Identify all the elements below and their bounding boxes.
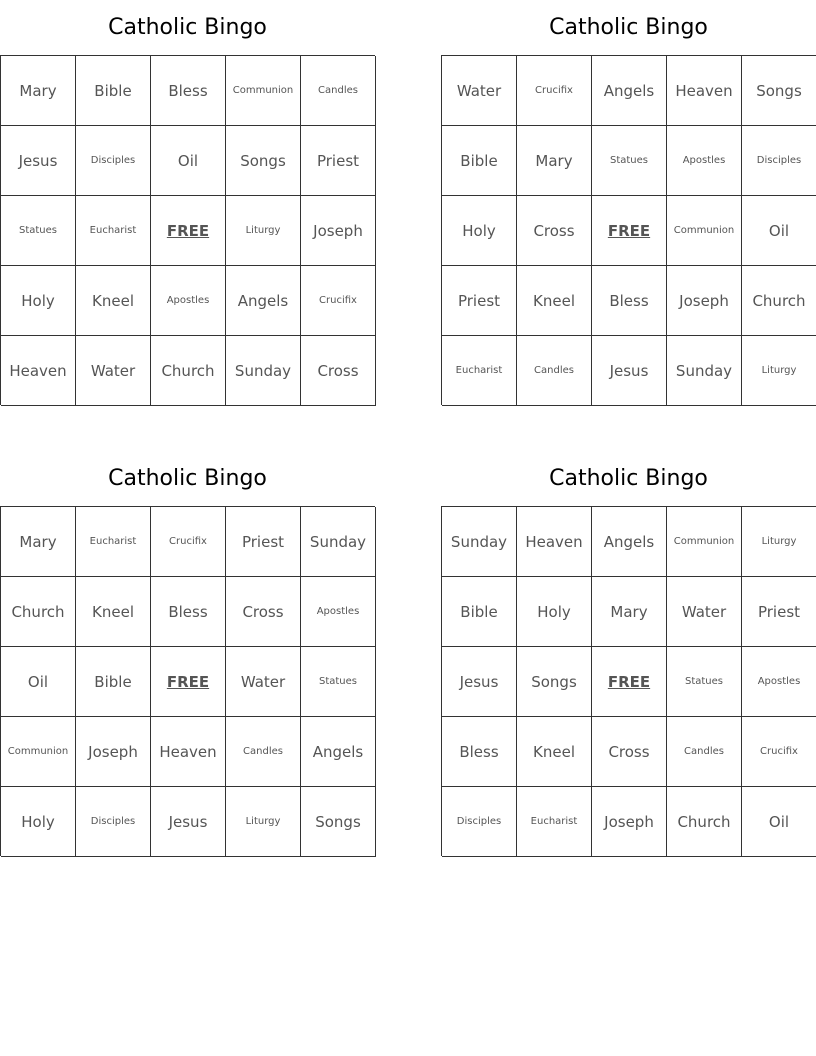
bingo-cell: Songs [517,647,592,717]
bingo-cell: Oil [742,196,816,266]
bingo-cell: Apostles [667,126,742,196]
bingo-cell: Heaven [151,717,226,787]
bingo-cell: Jesus [1,126,76,196]
bingo-cell: Statues [301,647,376,717]
bingo-cell: Jesus [592,336,667,406]
bingo-cell: Angels [592,56,667,126]
bingo-cell: Crucifix [301,266,376,336]
bingo-cell: Bless [442,717,517,787]
bingo-cell: Eucharist [76,507,151,577]
bingo-card-4 [441,451,816,856]
bingo-cell: Joseph [592,787,667,857]
bingo-card-1 [0,0,375,405]
bingo-grid [0,506,375,856]
bingo-cell: Bless [151,577,226,647]
bingo-cell: Church [151,336,226,406]
free-space-cell: FREE [592,196,667,266]
free-space-cell: FREE [151,647,226,717]
bingo-cell: Songs [226,126,301,196]
bingo-cell: Oil [1,647,76,717]
bingo-cell: Church [1,577,76,647]
bingo-cell: Sunday [301,507,376,577]
bingo-cell: Communion [667,196,742,266]
bingo-cell: Heaven [667,56,742,126]
bingo-cell: Water [667,577,742,647]
bingo-cell: Angels [301,717,376,787]
bingo-card-3 [0,451,375,856]
bingo-cell: Bible [442,577,517,647]
bingo-cell: Apostles [151,266,226,336]
bingo-cell: Holy [517,577,592,647]
bingo-cell: Angels [592,507,667,577]
bingo-cell: Cross [226,577,301,647]
bingo-cell: Disciples [742,126,816,196]
bingo-cell: Church [667,787,742,857]
card-title: Catholic Bingo [108,466,267,491]
bingo-cell: Kneel [517,266,592,336]
bingo-cell: Candles [301,56,376,126]
bingo-cell: Water [76,336,151,406]
bingo-cell: Liturgy [742,507,816,577]
bingo-cell: Candles [517,336,592,406]
bingo-cell: Disciples [442,787,517,857]
bingo-cell: Songs [301,787,376,857]
bingo-cell: Kneel [76,266,151,336]
bingo-card-2 [441,0,816,405]
free-space-cell: FREE [592,647,667,717]
bingo-cell: Liturgy [226,196,301,266]
bingo-cell: Apostles [301,577,376,647]
bingo-cell: Mary [592,577,667,647]
bingo-cell: Cross [301,336,376,406]
bingo-cell: Cross [592,717,667,787]
bingo-cell: Communion [226,56,301,126]
bingo-cell: Crucifix [742,717,816,787]
bingo-cell: Mary [517,126,592,196]
bingo-cell: Water [442,56,517,126]
card-title: Catholic Bingo [549,466,708,491]
bingo-cell: Statues [1,196,76,266]
bingo-cell: Joseph [301,196,376,266]
bingo-cell: Candles [226,717,301,787]
bingo-cell: Kneel [517,717,592,787]
bingo-cell: Jesus [151,787,226,857]
bingo-cell: Heaven [1,336,76,406]
bingo-grid [0,55,375,405]
bingo-cell: Disciples [76,787,151,857]
bingo-cell: Bible [76,647,151,717]
bingo-cell: Holy [1,266,76,336]
bingo-cell: Disciples [76,126,151,196]
bingo-cell: Joseph [667,266,742,336]
bingo-cell: Communion [667,507,742,577]
bingo-cell: Bless [151,56,226,126]
bingo-cell: Priest [442,266,517,336]
bingo-cell: Eucharist [517,787,592,857]
bingo-cell: Church [742,266,816,336]
bingo-cell: Bible [442,126,517,196]
card-title: Catholic Bingo [108,15,267,40]
bingo-cell: Crucifix [517,56,592,126]
bingo-cell: Liturgy [226,787,301,857]
bingo-cell: Kneel [76,577,151,647]
bingo-cell: Sunday [442,507,517,577]
bingo-cell: Sunday [226,336,301,406]
bingo-cell: Oil [151,126,226,196]
bingo-cell: Cross [517,196,592,266]
free-space-cell: FREE [151,196,226,266]
bingo-cell: Crucifix [151,507,226,577]
bingo-cell: Statues [592,126,667,196]
bingo-cell: Bless [592,266,667,336]
bingo-cell: Angels [226,266,301,336]
bingo-cell: Candles [667,717,742,787]
bingo-cell: Statues [667,647,742,717]
card-title: Catholic Bingo [549,15,708,40]
bingo-cell: Priest [301,126,376,196]
bingo-cell: Bible [76,56,151,126]
bingo-cell: Eucharist [76,196,151,266]
bingo-cell: Priest [742,577,816,647]
bingo-cell: Eucharist [442,336,517,406]
bingo-cell: Holy [442,196,517,266]
bingo-cell: Apostles [742,647,816,717]
bingo-cell: Oil [742,787,816,857]
bingo-cell: Holy [1,787,76,857]
bingo-cell: Sunday [667,336,742,406]
bingo-cell: Communion [1,717,76,787]
bingo-cell: Mary [1,56,76,126]
bingo-cell: Songs [742,56,816,126]
bingo-cell: Priest [226,507,301,577]
bingo-cell: Mary [1,507,76,577]
bingo-cell: Joseph [76,717,151,787]
bingo-grid [441,55,816,405]
bingo-grid [441,506,816,856]
bingo-cell: Heaven [517,507,592,577]
bingo-cell: Liturgy [742,336,816,406]
bingo-cell: Water [226,647,301,717]
bingo-cell: Jesus [442,647,517,717]
